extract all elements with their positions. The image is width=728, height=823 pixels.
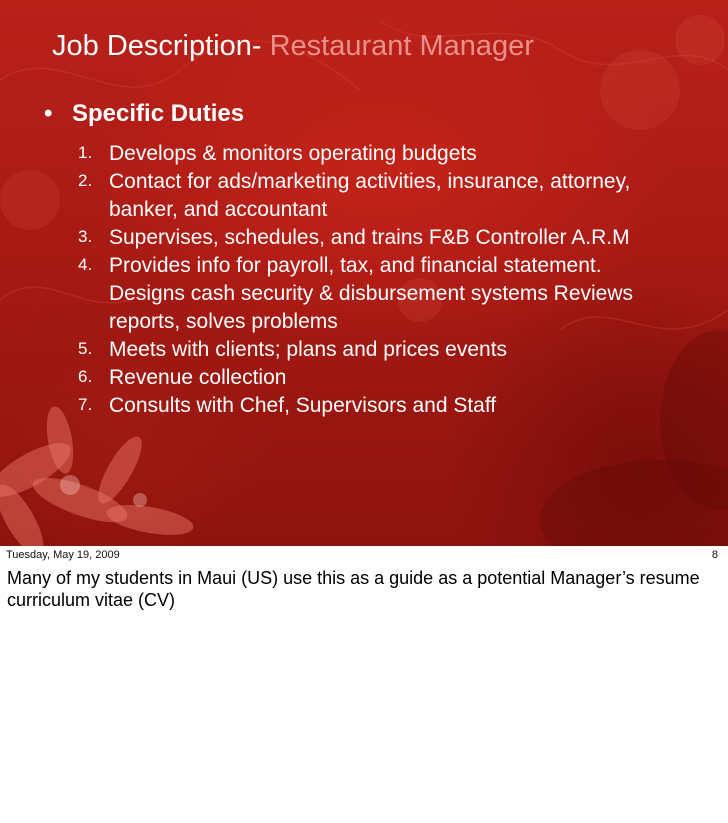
- duty-text: Develops & monitors operating budgets: [109, 142, 477, 165]
- duty-number: 2.: [78, 171, 93, 190]
- duty-text: Provides info for payroll, tax, and financial statement. Designs cash security & disbursement systems Reviews reports, solves problems: [109, 254, 634, 333]
- duties-list: [78, 140, 698, 420]
- slide-date: Tuesday, May 19, 2009: [6, 549, 120, 561]
- duty-number: 6.: [78, 367, 93, 386]
- slide-footer: [0, 546, 728, 564]
- duty-item-6: [78, 364, 698, 392]
- duty-item-4: [78, 252, 698, 336]
- bullet-icon: •: [44, 100, 53, 127]
- duty-item-3: [78, 224, 698, 252]
- section-heading-label: Specific Duties: [72, 100, 245, 127]
- section-heading: [44, 100, 244, 128]
- duty-number: 1.: [78, 143, 93, 162]
- duty-text: Supervises, schedules, and trains F&B Controller A.R.M: [109, 226, 630, 249]
- title-prefix: Job Description-: [52, 30, 270, 62]
- title-highlight: Restaurant Manager: [269, 30, 534, 62]
- page-number: 8: [711, 549, 718, 561]
- speaker-notes: Many of my students in Maui (US) use this as a guide as a potential Manager’s resume curriculum vitae (CV): [7, 568, 700, 610]
- duty-number: 7.: [78, 395, 93, 414]
- duty-item-5: [78, 336, 698, 364]
- duty-item-7: [78, 392, 698, 420]
- duty-text: Meets with clients; plans and prices events: [109, 338, 508, 361]
- duty-text: Revenue collection: [109, 366, 287, 389]
- duty-number: 3.: [78, 227, 93, 246]
- duty-item-1: [78, 140, 698, 168]
- duty-text: Contact for ads/marketing activities, insurance, attorney, banker, and accountant: [109, 170, 631, 221]
- slide-title: [52, 30, 534, 63]
- duty-number: 4.: [78, 255, 93, 274]
- duty-text: Consults with Chef, Supervisors and Staff: [109, 394, 497, 417]
- duty-number: 5.: [78, 339, 93, 358]
- duty-item-2: [78, 168, 698, 224]
